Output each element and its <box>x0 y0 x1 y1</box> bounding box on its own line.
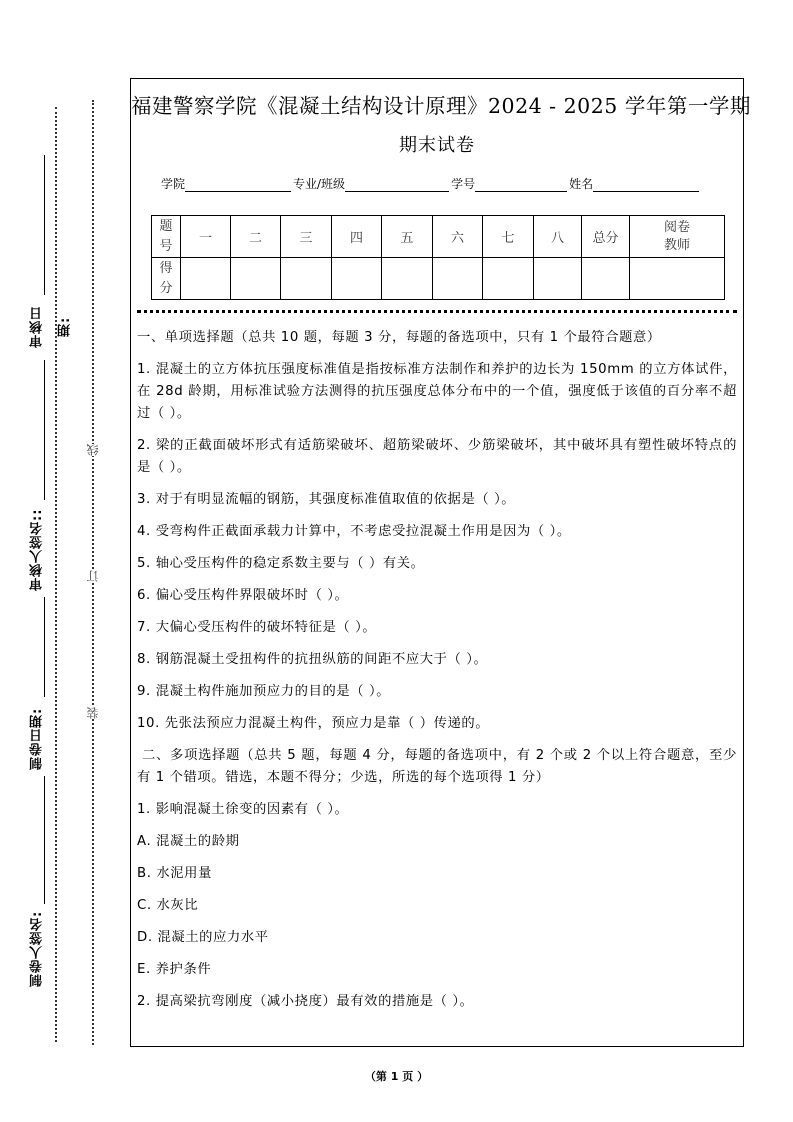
binding-dotted-line-inner <box>55 107 57 1042</box>
question-item: 1. 影响混凝土徐变的因素有（ ）。 <box>137 802 349 817</box>
header-char: 号 <box>159 238 173 254</box>
review-date-label: 审核日期: <box>30 306 73 348</box>
column-header: 总分 <box>582 216 630 258</box>
section-heading: 二、多项选择题（总共 5 题，每题 4 分，每题的备选项中，有 2 个或 2 个以上符合题意，至少有 1 个错项。错选，本题不得分；少选，所选的每个选项得 1 分） <box>137 748 737 785</box>
header-line: 教师 <box>663 237 690 253</box>
binding-char-order: 订 <box>86 570 100 582</box>
question-item: 4. 受弯构件正截面承载力计算中，不考虑受拉混凝土作用是因为（ ）。 <box>137 524 571 539</box>
grader-cell[interactable] <box>630 258 725 300</box>
option-item: C. 水灰比 <box>137 898 199 913</box>
question-item: 3. 对于有明显流幅的钢筋，其强度标准值取值的依据是（ ）。 <box>137 492 516 507</box>
name-label: 姓名 <box>569 177 594 191</box>
score-table-score-row <box>152 258 725 300</box>
score-table-header-row <box>152 216 725 258</box>
question-item: 6. 偏心受压构件界限破坏时（ ）。 <box>137 588 349 603</box>
score-header <box>152 258 181 300</box>
question-item: 9. 混凝土构件施加预应力的目的是（ ）。 <box>137 684 391 699</box>
reviewer-signature-line <box>44 597 45 697</box>
student-info-row <box>161 175 701 192</box>
header-char: 题 <box>159 218 173 234</box>
column-header: 八 <box>534 216 582 258</box>
column-header: 三 <box>281 216 332 258</box>
major-class-label: 专业/班级 <box>293 177 346 191</box>
column-header: 五 <box>382 216 433 258</box>
question-item: 1. 混凝土的立方体抗压强度标准值是指按标准方法制作和养护的边长为 150mm 的立方体试件，在 28d 龄期，用标准试验方法测得的抗压强度总体分布中的一个值，强度低于该值的百分率不超过（ ）。 <box>137 362 737 421</box>
column-header: 四 <box>332 216 382 258</box>
score-cell[interactable] <box>382 258 433 300</box>
score-cell[interactable] <box>281 258 332 300</box>
question-item: 5. 轴心受压构件的稳定系数主要与（ ）有关。 <box>137 556 425 571</box>
binding-char-line: 线 <box>86 444 100 456</box>
review-date-line <box>44 155 45 295</box>
score-cell[interactable] <box>483 258 534 300</box>
score-cell[interactable] <box>332 258 382 300</box>
exam-frame <box>130 78 751 1047</box>
student-id-field[interactable] <box>475 177 567 192</box>
exam-body <box>137 327 737 1023</box>
dotted-separator <box>137 310 737 313</box>
prepare-date-line <box>44 776 45 904</box>
header-line: 阅卷 <box>663 219 690 235</box>
column-header: 一 <box>181 216 231 258</box>
exam-title: 福建警察学院《混凝土结构设计原理》2024 - 2025 学年第一学期 <box>131 94 751 118</box>
header-char: 分 <box>159 280 173 296</box>
question-item: 2. 梁的正截面破坏形式有适筋梁破坏、超筋梁破坏、少筋梁破坏，其中破坏具有塑性破坏特点的是（ ）。 <box>137 438 737 475</box>
column-header: 二 <box>231 216 281 258</box>
name-field[interactable] <box>593 177 699 192</box>
option-item: B. 水泥用量 <box>137 866 212 881</box>
option-item: E. 养护条件 <box>137 962 212 977</box>
question-item: 8. 钢筋混凝土受扭构件的抗扭纵筋的间距不应大于（ ）。 <box>137 652 488 667</box>
student-id-label: 学号 <box>451 177 476 191</box>
score-cell[interactable] <box>231 258 281 300</box>
question-item: 7. 大偏心受压构件的破坏特征是（ ）。 <box>137 620 377 635</box>
binding-char-bind: 装 <box>86 707 100 719</box>
question-number-header <box>152 216 181 258</box>
score-cell[interactable] <box>181 258 231 300</box>
option-item: D. 混凝土的应力水平 <box>137 930 269 945</box>
prepare-date-label: 制卷日期: <box>30 707 45 771</box>
score-cell[interactable] <box>433 258 483 300</box>
column-header: 六 <box>433 216 483 258</box>
score-table <box>151 215 725 300</box>
question-item: 2. 提高梁抗弯刚度（减小挠度）最有效的措施是（ ）。 <box>137 994 474 1009</box>
column-header: 七 <box>483 216 534 258</box>
review-date-line-lower <box>44 360 45 500</box>
exam-subtitle: 期末试卷 <box>399 135 475 156</box>
score-cell[interactable] <box>534 258 582 300</box>
preparer-signature-label: 制卷人签名: <box>30 910 45 988</box>
major-class-field[interactable] <box>345 177 449 192</box>
question-item: 10. 先张法预应力混凝土构件，预应力是靠（ ）传递的。 <box>137 716 490 731</box>
total-score-cell[interactable] <box>582 258 630 300</box>
grader-header <box>630 216 725 258</box>
option-item: A. 混凝土的龄期 <box>137 834 240 849</box>
header-char: 得 <box>159 260 173 276</box>
page-number: （第 1 页 ） <box>364 1070 429 1083</box>
college-label: 学院 <box>161 177 186 191</box>
reviewer-signature-label: 审核人签名:: <box>30 508 45 592</box>
section-heading: 一、单项选择题（总共 10 题，每题 3 分，每题的备选项中，只有 1 个最符合题意） <box>137 330 661 345</box>
college-field[interactable] <box>185 177 291 192</box>
